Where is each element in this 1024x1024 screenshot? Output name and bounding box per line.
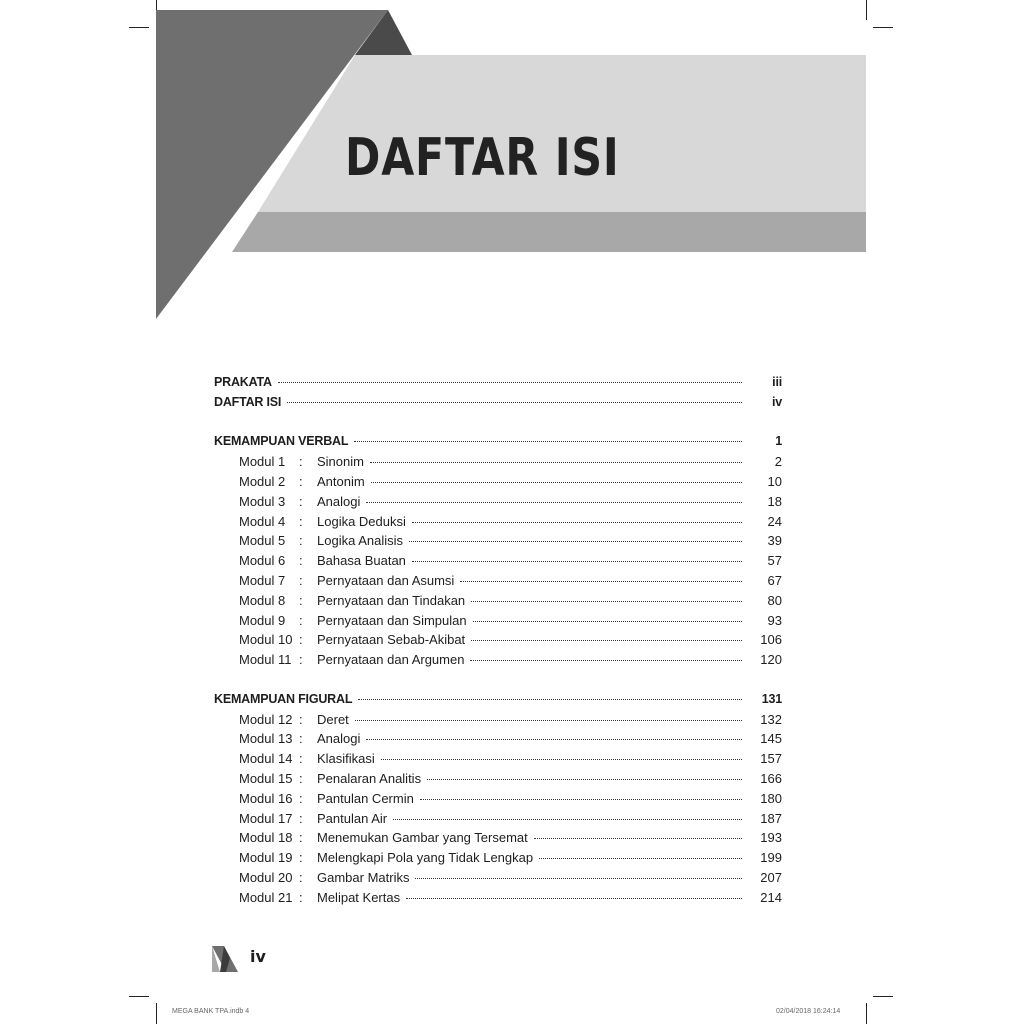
toc-label: Pernyataan dan Asumsi bbox=[317, 572, 455, 588]
toc-page-number: 132 bbox=[760, 711, 782, 727]
toc-label: Klasifikasi bbox=[317, 751, 375, 767]
toc-module-row bbox=[214, 452, 782, 472]
module-number: Modul 9 bbox=[239, 612, 286, 628]
toc-label: PRAKATA bbox=[214, 375, 272, 389]
toc-page-number: 10 bbox=[767, 473, 782, 489]
dot-leader bbox=[471, 601, 742, 602]
separator: : bbox=[299, 790, 303, 806]
separator: : bbox=[299, 869, 303, 885]
toc-page-number: 131 bbox=[761, 691, 782, 706]
toc-label: Analogi bbox=[317, 731, 361, 747]
toc-module-row bbox=[214, 729, 782, 749]
toc-label: Sinonim bbox=[317, 454, 364, 470]
toc-label: Gambar Matriks bbox=[317, 869, 410, 885]
separator: : bbox=[299, 810, 303, 826]
dot-leader bbox=[287, 402, 742, 403]
separator: : bbox=[299, 889, 303, 905]
toc-label: Pernyataan dan Tindakan bbox=[317, 592, 466, 608]
toc-module-row bbox=[214, 630, 782, 650]
toc-module-row bbox=[214, 472, 782, 492]
toc-label: Analogi bbox=[317, 493, 361, 509]
separator: : bbox=[299, 493, 303, 509]
dot-leader bbox=[370, 462, 742, 463]
separator: : bbox=[299, 612, 303, 628]
dot-leader bbox=[420, 799, 742, 800]
toc-page-number: 1 bbox=[775, 434, 782, 449]
dot-leader bbox=[473, 621, 742, 622]
separator: : bbox=[299, 751, 303, 767]
toc-page-number: 187 bbox=[760, 810, 782, 826]
separator: : bbox=[299, 553, 303, 569]
toc-label: Melipat Kertas bbox=[317, 889, 401, 905]
separator: : bbox=[299, 572, 303, 588]
toc-page-number: 199 bbox=[760, 850, 782, 866]
dot-leader bbox=[366, 739, 742, 740]
toc-label: Melengkapi Pola yang Tidak Lengkap bbox=[317, 850, 534, 866]
module-number: Modul 5 bbox=[239, 533, 286, 549]
separator: : bbox=[299, 850, 303, 866]
toc-module-row bbox=[214, 749, 782, 769]
module-number: Modul 20 bbox=[239, 869, 293, 885]
module-number: Modul 11 bbox=[239, 652, 292, 668]
toc-page-number: 106 bbox=[760, 632, 782, 648]
module-number: Modul 13 bbox=[239, 731, 293, 747]
toc-module-row bbox=[214, 551, 782, 571]
page-title: DAFTAR ISI bbox=[345, 128, 620, 188]
module-number: Modul 15 bbox=[239, 770, 293, 786]
dot-leader bbox=[471, 640, 742, 641]
dot-leader bbox=[358, 699, 742, 700]
toc-label: Pernyataan dan Simpulan bbox=[317, 612, 467, 628]
toc-page-number: 120 bbox=[760, 652, 782, 668]
module-number: Modul 6 bbox=[239, 553, 286, 569]
separator: : bbox=[299, 770, 303, 786]
toc-label: Bahasa Buatan bbox=[317, 553, 406, 569]
dot-leader bbox=[381, 759, 742, 760]
toc-module-row bbox=[214, 809, 782, 829]
dot-leader bbox=[415, 878, 742, 879]
dot-leader bbox=[470, 660, 742, 661]
toc-entry-row bbox=[214, 690, 782, 710]
spacer bbox=[214, 413, 782, 433]
module-number: Modul 7 bbox=[239, 572, 286, 588]
module-number: Modul 12 bbox=[239, 711, 293, 727]
toc-entry-row bbox=[214, 432, 782, 452]
book-logo-icon bbox=[208, 944, 244, 974]
separator: : bbox=[299, 454, 303, 470]
separator: : bbox=[299, 592, 303, 608]
dot-leader bbox=[534, 838, 742, 839]
module-number: Modul 8 bbox=[239, 592, 286, 608]
page-number: iv bbox=[250, 947, 266, 966]
toc-label: Pantulan Air bbox=[317, 810, 388, 826]
module-number: Modul 4 bbox=[239, 513, 286, 529]
toc-label: DAFTAR ISI bbox=[214, 394, 282, 409]
toc-label: Antonim bbox=[317, 473, 365, 489]
toc-page-number: 18 bbox=[767, 493, 782, 509]
dot-leader bbox=[355, 720, 742, 721]
toc-module-row bbox=[214, 650, 782, 670]
dot-leader bbox=[371, 482, 742, 483]
toc-page-number: 207 bbox=[760, 869, 782, 885]
dot-leader bbox=[539, 858, 742, 859]
toc-label: KEMAMPUAN FIGURAL bbox=[214, 691, 353, 706]
dot-leader bbox=[412, 522, 742, 523]
crop-mark bbox=[156, 1003, 157, 1024]
module-number: Modul 10 bbox=[239, 632, 293, 648]
toc-module-row bbox=[214, 848, 782, 868]
toc-entry-row bbox=[214, 393, 782, 413]
separator: : bbox=[299, 473, 303, 489]
toc-page-number: iv bbox=[771, 394, 782, 409]
toc-module-row bbox=[214, 868, 782, 888]
toc-label: Menemukan Gambar yang Tersemat bbox=[317, 830, 528, 846]
toc-label: Pantulan Cermin bbox=[317, 790, 414, 806]
toc-page-number: 80 bbox=[767, 592, 782, 608]
toc-label: Penalaran Analitis bbox=[317, 770, 422, 786]
dot-leader bbox=[412, 561, 742, 562]
module-number: Modul 18 bbox=[239, 830, 293, 846]
toc-page-number: 214 bbox=[760, 889, 782, 905]
toc-entry-row bbox=[214, 373, 782, 393]
separator: : bbox=[299, 830, 303, 846]
toc-page-number: 193 bbox=[760, 830, 782, 846]
module-number: Modul 3 bbox=[239, 493, 286, 509]
crop-mark bbox=[866, 1003, 867, 1024]
dot-leader bbox=[409, 541, 742, 542]
toc-module-row bbox=[214, 710, 782, 730]
toc-page-number: 145 bbox=[760, 731, 782, 747]
separator: : bbox=[299, 533, 303, 549]
toc-label: KEMAMPUAN VERBAL bbox=[214, 434, 349, 449]
toc-label: Pernyataan Sebab-Akibat bbox=[317, 632, 466, 648]
separator: : bbox=[299, 632, 303, 648]
spacer bbox=[214, 670, 782, 690]
toc-module-row bbox=[214, 611, 782, 631]
separator: : bbox=[299, 711, 303, 727]
toc-module-row bbox=[214, 571, 782, 591]
toc-page-number: 24 bbox=[767, 513, 782, 529]
toc-page-number: iii bbox=[772, 375, 782, 389]
crop-mark bbox=[129, 996, 149, 997]
dot-leader bbox=[393, 819, 742, 820]
mid-band bbox=[232, 212, 866, 252]
separator: : bbox=[299, 731, 303, 747]
table-of-contents bbox=[214, 373, 782, 908]
toc-label: Pernyataan dan Argumen bbox=[317, 652, 465, 668]
toc-page-number: 2 bbox=[774, 454, 782, 470]
dot-leader bbox=[354, 441, 742, 442]
toc-module-row bbox=[214, 888, 782, 908]
toc-page-number: 180 bbox=[760, 790, 782, 806]
toc-module-row bbox=[214, 769, 782, 789]
crop-mark bbox=[873, 996, 893, 997]
slug-right: 02/04/2018 16:24:14 bbox=[776, 1008, 841, 1015]
toc-module-row bbox=[214, 492, 782, 512]
dot-leader bbox=[278, 382, 742, 383]
dot-leader bbox=[460, 581, 742, 582]
toc-page-number: 166 bbox=[760, 770, 782, 786]
separator: : bbox=[299, 652, 303, 668]
dot-leader bbox=[366, 502, 742, 503]
slug-left: MEGA BANK TPA.indb 4 bbox=[172, 1008, 250, 1015]
toc-module-row bbox=[214, 591, 782, 611]
toc-module-row bbox=[214, 512, 782, 532]
separator: : bbox=[299, 513, 303, 529]
toc-page-number: 39 bbox=[767, 533, 782, 549]
module-number: Modul 21 bbox=[239, 889, 293, 905]
module-number: Modul 17 bbox=[239, 810, 293, 826]
module-number: Modul 19 bbox=[239, 850, 293, 866]
module-number: Modul 2 bbox=[239, 473, 286, 489]
toc-page-number: 93 bbox=[767, 612, 782, 628]
toc-module-row bbox=[214, 828, 782, 848]
module-number: Modul 16 bbox=[239, 790, 293, 806]
toc-page-number: 57 bbox=[767, 553, 782, 569]
dot-leader bbox=[427, 779, 742, 780]
module-number: Modul 1 bbox=[239, 454, 286, 470]
toc-label: Deret bbox=[317, 711, 349, 727]
toc-label: Logika Deduksi bbox=[317, 513, 406, 529]
toc-module-row bbox=[214, 531, 782, 551]
toc-page-number: 67 bbox=[767, 572, 782, 588]
toc-page-number: 157 bbox=[760, 751, 782, 767]
toc-label: Logika Analisis bbox=[317, 533, 403, 549]
dot-leader bbox=[406, 898, 742, 899]
toc-module-row bbox=[214, 789, 782, 809]
module-number: Modul 14 bbox=[239, 751, 293, 767]
